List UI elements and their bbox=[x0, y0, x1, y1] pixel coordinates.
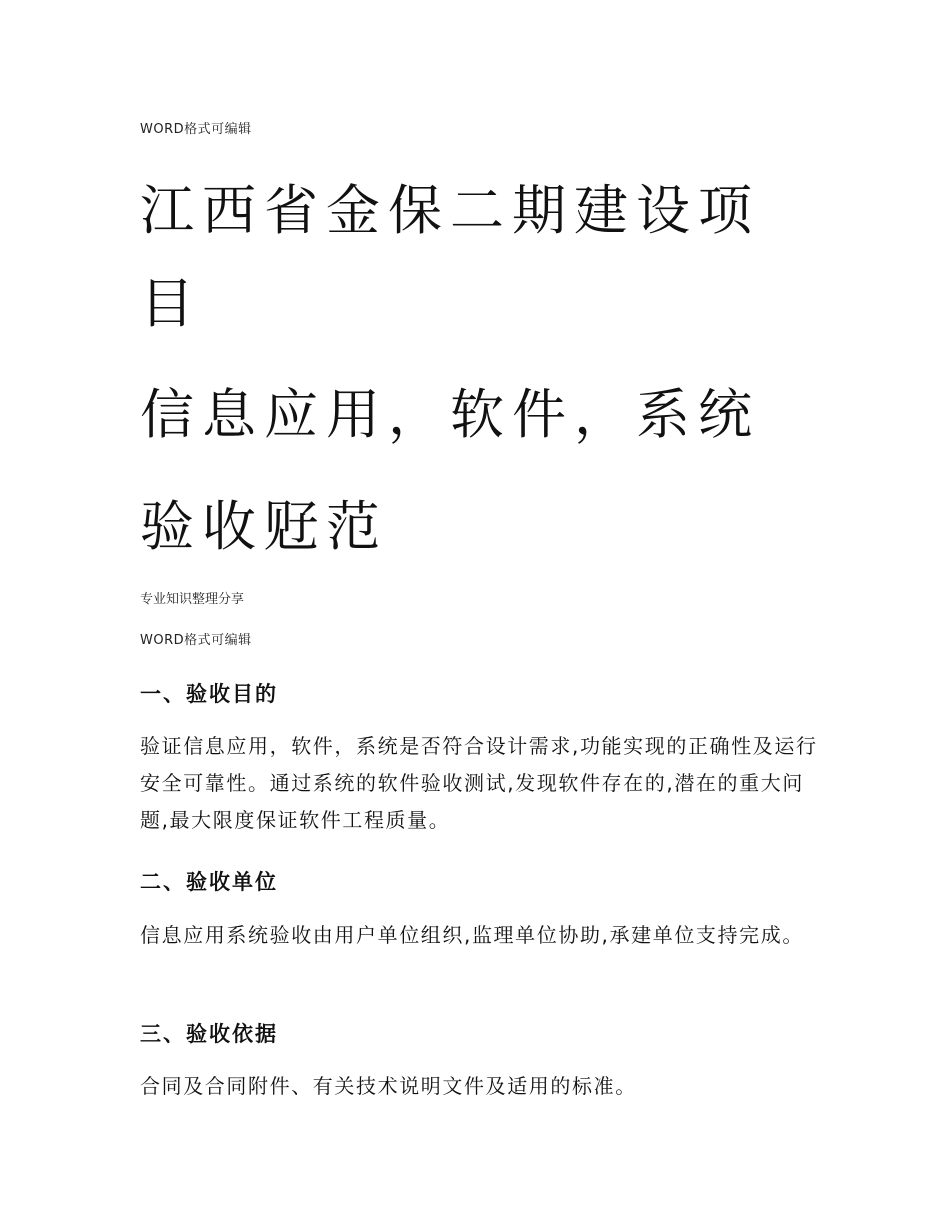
section-body-purpose: 验证信息应用，软件，系统是否符合设计需求,功能实现的正确性及运行安全可靠性。通过系统的软件验收测试,发现软件存在的,潜在的重大问题,最大限度保证软件工程质量。 bbox=[140, 734, 818, 832]
section-header-label: WORD格式可编辑 bbox=[140, 633, 252, 648]
section-heading-purpose: 一、验收目的 bbox=[140, 682, 278, 706]
section-body-units: 信息应用系统验收由用户单位组织,监理单位协助,承建单位支持完成。 bbox=[140, 923, 804, 947]
title-line-3: 信息应用，软件，系统 bbox=[140, 383, 760, 446]
section-heading-units: 二、验收单位 bbox=[140, 870, 278, 894]
document-subtitle: 专业知识整理分享 bbox=[140, 592, 245, 607]
title-line-1: 江西省金保二期建设项 bbox=[140, 179, 760, 242]
title-line-2: 目 bbox=[140, 272, 202, 335]
section-body-basis: 合同及合同附件、有关技术说明文件及适用的标准。 bbox=[140, 1074, 637, 1098]
page-header-label: WORD格式可编辑 bbox=[140, 122, 252, 137]
title-line-4: 验收觃范 bbox=[140, 495, 388, 558]
section-heading-basis: 三、验收依据 bbox=[140, 1022, 278, 1046]
